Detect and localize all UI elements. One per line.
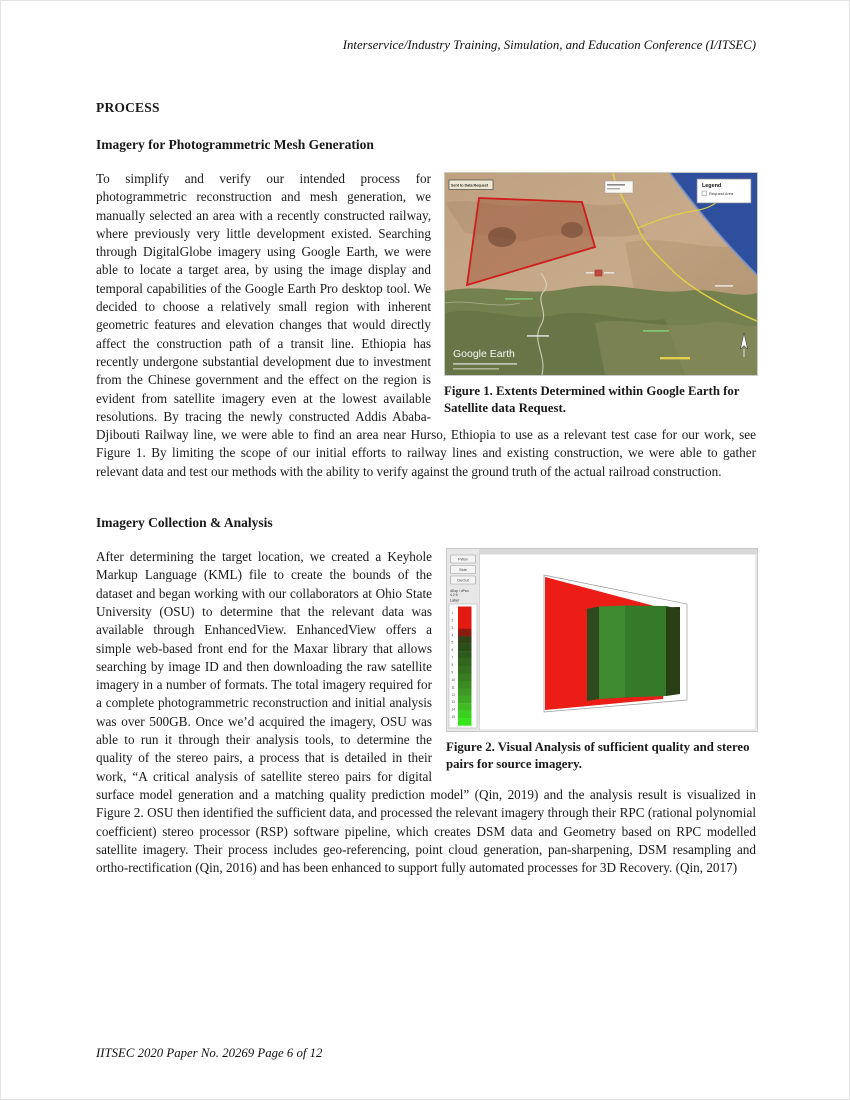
map-legend bbox=[697, 179, 751, 203]
google-earth-watermark: Google Earth bbox=[453, 348, 515, 360]
tool-panel-note-2: 4.2 ft bbox=[450, 593, 458, 598]
svg-text:1: 1 bbox=[451, 610, 454, 615]
mesh-paragraph: To simplify and verify our intended process for photogrammetric reconstruction and mesh generation, we manually selected an area with a recently constructed railway, where previously very little development existed. Searching through DigitalGlobe imagery using Google Earth, we were able to locate a target area, by using the image display and temporal capabilities of the Google Earth Pro desktop tool. We decided to choose a relatively small region with inherent geometric features and elevation changes that would directly affect the construction path of a transit line. Ethiopia has recently undergone substantial development due to investment from the Chinese government and the effect on the region is evident from satellite imagery even at the lowest available resolutions. By tracing the newly constructed Addis Ababa-Djibouti Railway line, we were able to find an area near Hurso, Ethiopia to use as a relevant test case for our work, see Figure 1. By limiting the scope of our initial efforts to railway lines and existing construction, we were able to gather relevant data and test our methods with the ability to verify against the ground truth of the actual railroad construction. bbox=[96, 171, 756, 479]
tool-panel-note-1: dDsp / dPan bbox=[450, 589, 469, 594]
map-place-label bbox=[527, 335, 549, 337]
figure-2 bbox=[446, 548, 756, 772]
tool-button-2[interactable] bbox=[451, 566, 476, 574]
map-dark-patch bbox=[561, 222, 583, 238]
green-block-right bbox=[666, 606, 680, 696]
svg-text:2: 2 bbox=[451, 618, 454, 623]
collection-paragraph-block bbox=[96, 548, 756, 877]
svg-text:5: 5 bbox=[451, 640, 454, 645]
map-place-label bbox=[715, 285, 733, 287]
svg-text:13: 13 bbox=[451, 700, 456, 705]
green-block-bright bbox=[599, 606, 625, 700]
figure-2-caption: Figure 2. Visual Analysis of sufficient quality and stereo pairs for source imagery. bbox=[446, 740, 750, 771]
figure-2-analysis-image bbox=[446, 548, 758, 732]
svg-text:12: 12 bbox=[451, 692, 456, 697]
map-copyright-line bbox=[453, 368, 499, 370]
tool-button-3-label: DeOut bbox=[457, 577, 469, 583]
svg-text:10: 10 bbox=[451, 677, 456, 682]
tool-top-bar bbox=[447, 549, 757, 554]
svg-text:4: 4 bbox=[451, 633, 454, 638]
svg-text:14: 14 bbox=[451, 707, 456, 712]
mesh-paragraph-block bbox=[96, 170, 756, 481]
svg-text:3: 3 bbox=[451, 625, 454, 630]
section-heading-process: PROCESS bbox=[96, 100, 160, 115]
map-place-label bbox=[643, 330, 669, 332]
figure-1 bbox=[444, 172, 756, 416]
svg-text:7: 7 bbox=[451, 655, 454, 660]
svg-text:6: 6 bbox=[451, 648, 454, 653]
legend-checkbox bbox=[702, 191, 707, 196]
svg-text:9: 9 bbox=[451, 670, 454, 675]
map-vegetation-light bbox=[595, 321, 757, 375]
subsection-heading-collection: Imagery Collection & Analysis bbox=[96, 515, 273, 531]
tool-button-3[interactable] bbox=[451, 576, 476, 584]
figure-1-map-image bbox=[444, 172, 758, 376]
tool-button-2-label: Side bbox=[458, 567, 468, 573]
svg-text:11: 11 bbox=[451, 685, 455, 690]
green-block-left bbox=[587, 607, 599, 702]
running-header: Interservice/Industry Training, Simulation, and Education Conference (I/ITSEC) bbox=[342, 38, 756, 52]
green-block-mid bbox=[625, 606, 666, 698]
tool-button-1-label: FWsv bbox=[457, 556, 469, 562]
legend-item-label: Request Area bbox=[709, 191, 734, 197]
svg-text:15: 15 bbox=[451, 715, 456, 720]
map-copyright-line bbox=[453, 363, 517, 365]
map-place-label bbox=[660, 357, 690, 359]
page-footer: IITSEC 2020 Paper No. 20269 Page 6 of 12 bbox=[96, 1046, 323, 1060]
map-place-label bbox=[505, 298, 533, 300]
svg-text:8: 8 bbox=[451, 663, 454, 668]
map-dark-patch bbox=[488, 227, 516, 247]
subsection-heading-mesh: Imagery for Photogrammetric Mesh Generation bbox=[96, 137, 374, 152]
map-info-box bbox=[605, 181, 633, 193]
tool-panel-label: Label bbox=[450, 598, 459, 603]
page-content bbox=[96, 100, 756, 877]
tool-button-1[interactable] bbox=[451, 555, 476, 563]
collection-paragraph: After determining the target location, we created a Keyhole Markup Language (KML) file to create the bounds of the dataset and began working with our collaborators at Ohio State University (OSU) to determine that the relevant data was available through EnhancedView. EnhancedView offers a simple web-based front end for the Maxar library that allows searching by image ID and then downloading the raw satellite imagery in a number of formats. The total imagery required for a complete photogrammetric reconstruction and initial analysis was over 500GB. Once we’d acquired the imagery, OSU was able to run it through their analysis tools, to determine the quality of the stereo pairs, a process that is detailed in their work, “A critical analysis of satellite stereo pairs for digital surface model generation and a matching quality prediction model” (Qin, 2019) and the analysis result is visualized in Figure 2. OSU then identified the sufficient data, and processed the relevant imagery through their RPC (rational polynomial coefficient) stereo processor (RSP) software pipeline, which creates DSM data and Geometry based on RPC modelled satellite imagery. Their process includes geo-referencing, point cloud generation, pan-sharpening, DSM resampling and ortho-rectification (Qin, 2016) and has been enhanced to support fully automated processes for 3D Recovery. (Qin, 2017) bbox=[96, 549, 756, 876]
figure-1-caption: Figure 1. Extents Determined within Google Earth for Satellite data Request. bbox=[444, 384, 740, 415]
legend-title: Legend bbox=[702, 183, 722, 189]
map-request-label-text: Sent to Data Request bbox=[451, 183, 489, 188]
map-request-label bbox=[449, 180, 493, 190]
